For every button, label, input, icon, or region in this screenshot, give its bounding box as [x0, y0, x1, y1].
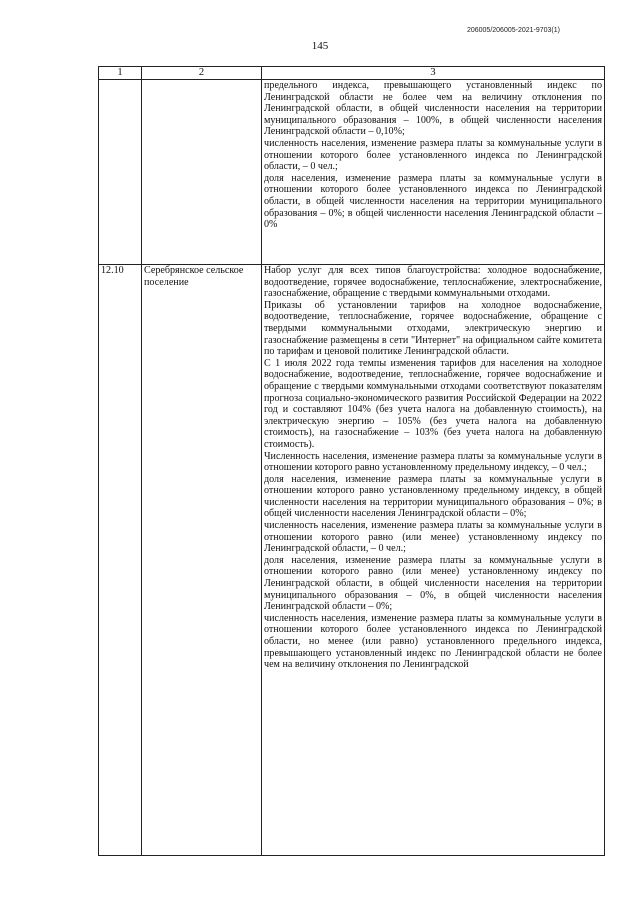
page-number: 145 — [311, 40, 329, 52]
paragraph: численность населения, изменение размера платы за коммунальные услуги в отношении которого более установленного индекса по Ленинградской области, – 0 чел.; — [264, 137, 602, 173]
paragraph: Численность населения, изменение размера платы за коммунальные услуги в отношении которого равно установленному предельному индексу, – 0 чел.; — [264, 450, 602, 474]
row-number-cell — [99, 80, 142, 265]
data-table — [98, 66, 605, 856]
paragraph: Набор услуг для всех типов благоустройства: холодное водоснабжение, водоотведение, горячее водоснабжение, теплоснабжение, электроснабжение, газоснабжение, обращение с твердыми коммунальными отходами. — [264, 265, 602, 300]
document-id: 206005/206005-2021-9703(1) — [466, 27, 560, 34]
paragraph: численность населения, изменение размера платы за коммунальные услуги в отношении которого равно (или менее) установленному индексу по Ленинградской области, – 0 чел.; — [264, 520, 602, 555]
row-number-cell: 12.10 — [99, 265, 142, 856]
paragraph: доля населения, изменение размера платы за коммунальные услуги в отношении которого равно (или менее) установленному индексу по Ленинградской области, в общей численности населения на территории муниципального образования – 0%, в общей численности населения Ленинградской области – 0%; — [264, 554, 602, 613]
description-cell — [262, 80, 605, 265]
settlement-name-cell — [142, 80, 262, 265]
paragraph: С 1 июля 2022 года темпы изменения тарифов для населения на холодное водоснабжение, водоотведение, теплоснабжение, горячее водоснабжение и обращение с твердыми коммунальными отходами соответствуют показателям прогноза социально-экономического развития Российской Федерации на 2022 год и составляют 104% (без учета налога на добавленную стоимость), на электрическую энергию – 105% (без учета налога на добавленную стоимость), на газоснабжение – 103% (без учета налога на добавленную стоимость). — [264, 357, 602, 450]
paragraph: Приказы об установлении тарифов на холодное водоснабжение, водоотведение, теплоснабжение, горячее водоснабжение, обращение с твердыми коммунальными отходами, электрическую энергию и газоснабжение размещены в сети "Интернет" на официальном сайте комитета по тарифам и ценовой политике Ленинградской области. — [264, 299, 602, 358]
table-row — [99, 265, 605, 856]
paragraph: предельного индекса, превышающего установленный индекс по Ленинградской области не более чем на величину отклонения по Ленинградской области, в общей численности населения на территории муниципального образования – 100%, в общей численности населения Ленинградской области – 0,10%; — [264, 80, 602, 138]
description-cell — [262, 265, 605, 856]
paragraph: доля населения, изменение размера платы за коммунальные услуги в отношении которого равно установленному предельному индексу, в общей численности населения на территории муниципального образования – 0%; в общей численности населения Ленинградской области – 0%; — [264, 473, 602, 520]
table-row — [99, 80, 605, 265]
column-header-3: 3 — [262, 67, 605, 80]
settlement-name-cell: Серебрянское сельское поселение — [142, 265, 262, 856]
column-header-2: 2 — [142, 67, 262, 80]
table-header-row — [99, 67, 605, 80]
column-header-1: 1 — [99, 67, 142, 80]
paragraph: доля населения, изменение размера платы за коммунальные услуги в отношении которого более установленного индекса по Ленинградской области, в общей численности населения на территории муниципального образования – 0%; в общей численности населения Ленинградской области – 0% — [264, 172, 602, 231]
paragraph: численность населения, изменение размера платы за коммунальные услуги в отношении которого более установленного индекса по Ленинградской области, но менее (или равно) установленного предельного индекса, превышающего установленный индекс по Ленинградской области не более чем на величину отклонения по Ленинградской — [264, 612, 602, 671]
